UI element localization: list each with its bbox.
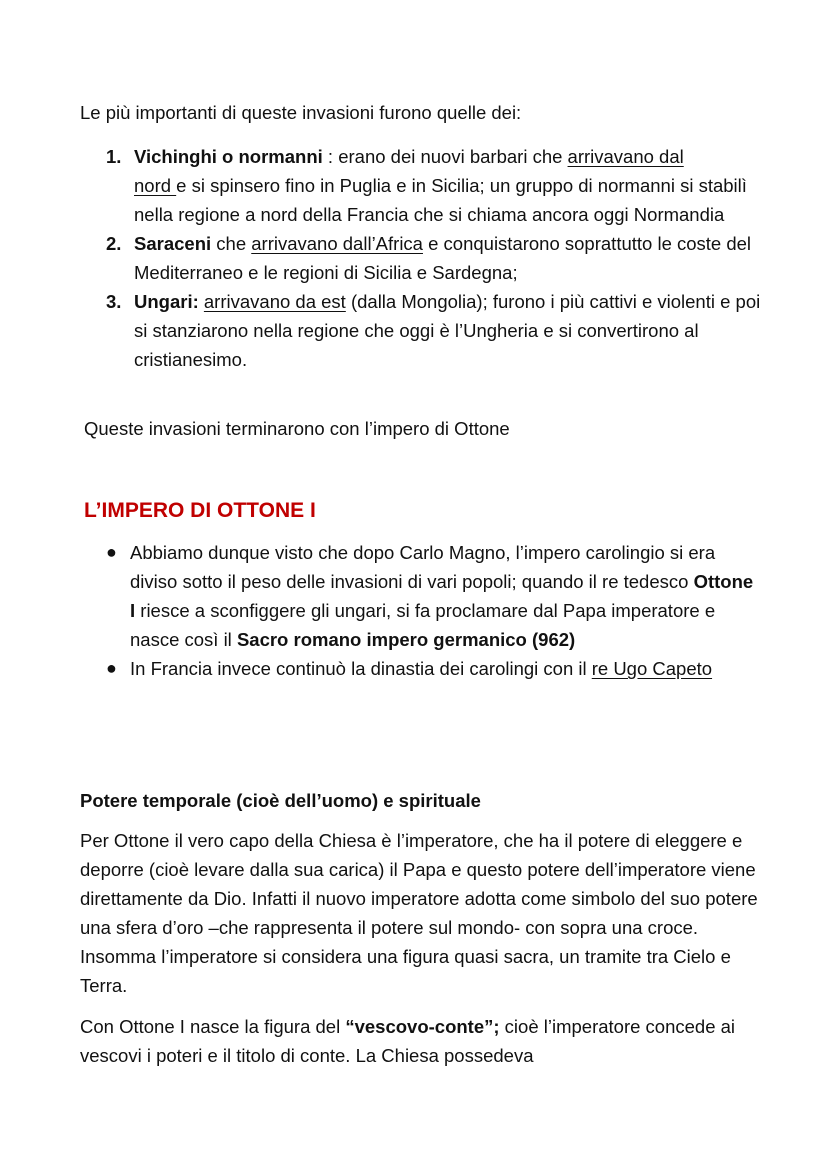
bold-text: “vescovo-conte”;	[345, 1016, 500, 1037]
bullet-text: riesce a sconfiggere gli ungari, si fa proclamare dal Papa imperatore e nasce così il	[130, 600, 716, 650]
list-number: 3.	[106, 291, 122, 312]
underlined-text: arrivavano da est	[203, 291, 346, 312]
invasion-text: e conquistarono soprattutto le coste del Mediterraneo e le regioni di Sicilia e Sardegna;	[134, 233, 752, 283]
paragraph-text: cioè l’imperatore concede ai vescovi i poteri e il titolo di conte. La Chiesa possedeva	[80, 1016, 736, 1066]
bullet-text: Abbiamo dunque visto che dopo Carlo Magno, l’impero carolingio si era diviso sotto il peso delle invasioni di vari popoli; quando il re tedesco	[130, 542, 716, 592]
invasion-text: : erano dei nuovi barbari che	[322, 146, 568, 167]
bullet-icon: ●	[106, 658, 117, 678]
subheading: Potere temporale (cioè dell’uomo) e spirituale	[80, 790, 481, 811]
underlined-text: nord	[134, 175, 177, 196]
invasion-name: Vichinghi o normanni	[134, 146, 323, 167]
invasion-name: Ungari:	[134, 291, 199, 312]
bold-text: Sacro romano impero germanico (962)	[236, 629, 576, 650]
invasions-list	[106, 142, 774, 374]
list-item	[106, 654, 760, 683]
bullet-icon: ●	[106, 542, 117, 562]
bullet-list	[106, 538, 760, 683]
underlined-text: arrivavano dall’Africa	[251, 233, 423, 254]
list-item	[106, 229, 774, 287]
list-number: 2.	[106, 233, 122, 254]
list-number: 1.	[106, 146, 122, 167]
bullet-text: In Francia invece continuò la dinastia dei carolingi con il	[130, 658, 592, 679]
underlined-text: re Ugo Capeto	[591, 658, 713, 679]
list-item	[106, 142, 774, 229]
invasion-text: che	[211, 233, 252, 254]
invasion-name: Saraceni	[134, 233, 212, 254]
invasion-text: (dalla Mongolia); furono i più cattivi e violenti e poi si stanziarono nella regione che oggi è l’Ungheria e si convertirono al cristianesimo.	[134, 291, 761, 370]
intro-text: Le più importanti di queste invasioni furono quelle dei:	[80, 102, 522, 123]
paragraph	[80, 1012, 760, 1070]
list-item	[106, 538, 760, 654]
section-title: L’IMPERO DI OTTONE I	[84, 499, 316, 522]
underlined-text: arrivavano dal	[567, 146, 684, 167]
bold-text: Ottone I	[130, 571, 754, 621]
paragraph: Per Ottone il vero capo della Chiesa è l’imperatore, che ha il potere di eleggere e deporre (cioè levare dalla sua carica) il Papa e questo potere dell’imperatore viene direttamente da Dio. Infatti il nuovo imperatore adotta come simbolo del suo potere una sfera d’oro –che rappresenta il potere sul mondo- con sopra una croce. Insomma l’imperatore si considera una figura quasi sacra, un tramite tra Cielo e Terra.	[80, 830, 758, 996]
invasion-text: e si spinsero fino in Puglia e in Sicilia; un gruppo di normanni si stabilì nella regione a nord della Francia che si chiama ancora oggi Normandia	[134, 175, 747, 225]
closing-text: Queste invasioni terminarono con l’impero di Ottone	[84, 418, 510, 439]
paragraph-text: Con Ottone I nasce la figura del	[80, 1016, 346, 1037]
list-item	[106, 287, 774, 374]
